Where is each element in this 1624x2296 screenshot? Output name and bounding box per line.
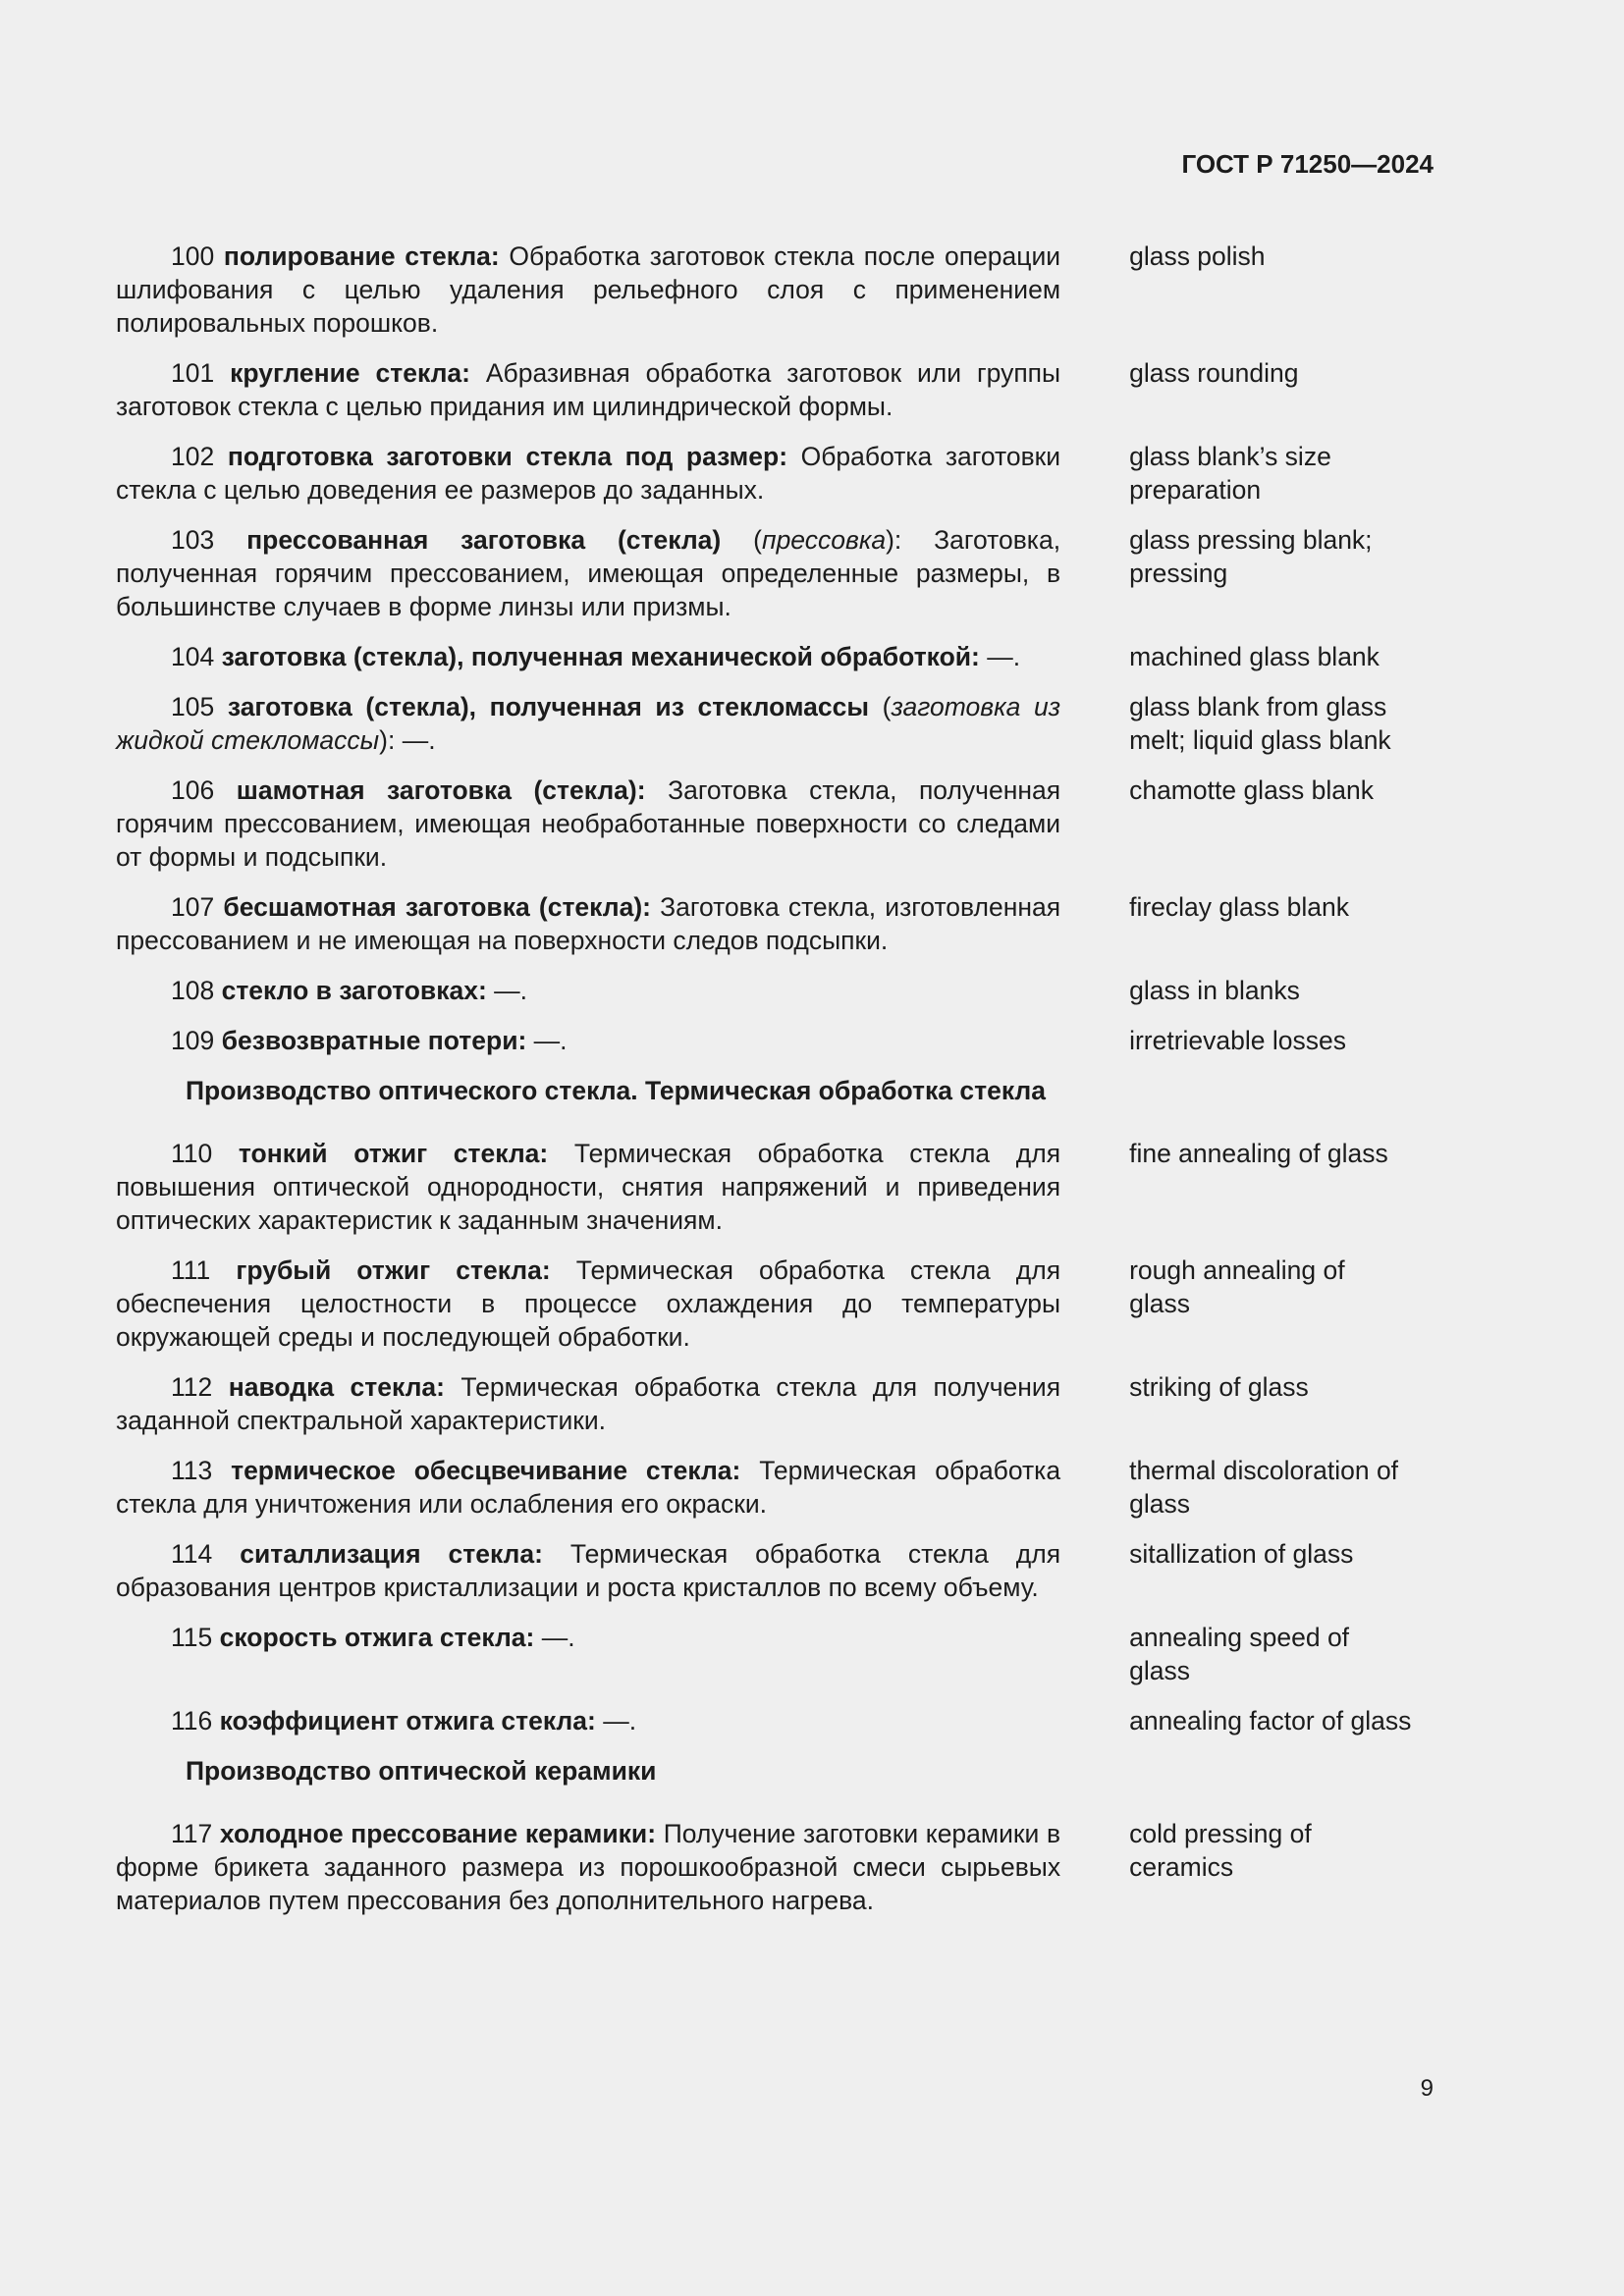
- term-english: irretrievable losses: [1129, 1026, 1346, 1055]
- term-entry-103: [116, 523, 1412, 623]
- term-text: —.: [595, 1706, 637, 1735]
- term-english: annealing speed of glass: [1129, 1623, 1350, 1685]
- term-definition-ru: [116, 690, 1060, 757]
- term-entry-115: [116, 1621, 1412, 1687]
- term-number: 113: [171, 1456, 213, 1485]
- term-title: заготовка (стекла), полученная механической обработкой:: [221, 642, 980, 671]
- term-title: грубый отжиг стекла:: [236, 1255, 551, 1285]
- term-entry-105: [116, 690, 1412, 757]
- term-number: 101: [171, 358, 215, 388]
- term-english: sitallization of glass: [1129, 1539, 1354, 1569]
- term-english: striking of glass: [1129, 1372, 1309, 1402]
- term-entry-117: [116, 1817, 1412, 1917]
- term-number: 100: [171, 241, 215, 271]
- term-number: 115: [171, 1623, 213, 1652]
- term-text: ): —.: [379, 725, 436, 755]
- term-number: 103: [171, 525, 215, 555]
- term-entry-101: [116, 356, 1412, 423]
- term-definition-ru: [116, 890, 1060, 957]
- term-number: 111: [171, 1255, 211, 1285]
- term-text: Обработка заготовки стекла с целью доведения ее размеров до заданных.: [116, 442, 1061, 505]
- term-title: подготовка заготовки стекла под размер:: [227, 442, 788, 471]
- term-title: полирование стекла:: [223, 241, 500, 271]
- term-definition-ru: [116, 974, 1060, 1007]
- term-title: кругление стекла:: [230, 358, 470, 388]
- term-number: 104: [171, 642, 215, 671]
- term-entry-112: [116, 1370, 1412, 1437]
- term-text: Абразивная обработка заготовок или группы заготовок стекла с целью придания им цилиндрической формы.: [116, 358, 1061, 421]
- term-english: thermal discoloration of glass: [1129, 1456, 1399, 1519]
- term-entry-113: [116, 1454, 1412, 1521]
- term-english: chamotte glass blank: [1129, 775, 1375, 805]
- term-number: 109: [171, 1026, 215, 1055]
- term-entry-100: [116, 240, 1412, 340]
- term-definition-ru: [116, 1024, 1060, 1057]
- term-text: —.: [534, 1623, 575, 1652]
- term-number: 107: [171, 892, 215, 922]
- term-english: glass polish: [1129, 241, 1266, 271]
- term-definition-ru: [116, 1254, 1060, 1354]
- term-number: 110: [171, 1139, 213, 1168]
- term-english: rough annealing of glass: [1129, 1255, 1345, 1318]
- term-number: 108: [171, 976, 215, 1005]
- term-text: Заготовка стекла, изготовленная прессованием и не имеющая на поверхности следов подсыпки.: [116, 892, 1061, 955]
- section-heading-optical-ceramics: Производство оптической керамики: [186, 1756, 657, 1786]
- term-entry-104: [116, 640, 1412, 673]
- term-text: Обработка заготовок стекла после операции шлифования с целью удаления рельефного слоя с применением полировальных порошков.: [116, 241, 1061, 338]
- term-number: 106: [171, 775, 215, 805]
- term-english: fireclay glass blank: [1129, 892, 1349, 922]
- term-title: бесшамотная заготовка (стекла):: [223, 892, 651, 922]
- term-definition-ru: [116, 1137, 1060, 1237]
- term-text: —.: [979, 642, 1021, 671]
- term-definition-ru: [116, 523, 1060, 623]
- term-english: annealing factor of glass: [1129, 1706, 1412, 1735]
- term-definition-ru: [116, 1454, 1060, 1521]
- term-text: Термическая обработка стекла для повышения оптической однородности, снятия напряжений и приведения оптических характеристик к заданным значениям.: [116, 1139, 1061, 1235]
- term-entry-110: [116, 1137, 1412, 1237]
- term-text: —.: [526, 1026, 568, 1055]
- page-number: 9: [1420, 2075, 1434, 2102]
- term-title: тонкий отжиг стекла:: [238, 1139, 549, 1168]
- term-title: заготовка (стекла), полученная из стекломассы: [227, 692, 870, 721]
- term-definition-ru: [116, 640, 1060, 673]
- term-english: cold pressing of ceramics: [1129, 1819, 1312, 1882]
- term-english: glass rounding: [1129, 358, 1299, 388]
- term-number: 105: [171, 692, 215, 721]
- term-title: скорость отжига стекла:: [219, 1623, 535, 1652]
- term-definition-ru: [116, 440, 1060, 507]
- term-text: Термическая обработка стекла для образования центров кристаллизации и роста кристаллов по всему объему.: [116, 1539, 1061, 1602]
- term-text: Заготовка стекла, полученная горячим прессованием, имеющая необработанные поверхности со следами от формы и подсыпки.: [116, 775, 1061, 872]
- term-text: —.: [486, 976, 528, 1005]
- term-text: ): Заготовка, полученная горячим прессованием, имеющая определенные размеры, в большинстве случаев в форме линзы или призмы.: [116, 525, 1061, 621]
- term-number: 116: [171, 1706, 213, 1735]
- term-english: glass blank from glass melt; liquid glass blank: [1129, 692, 1391, 755]
- term-english: machined glass blank: [1129, 642, 1380, 671]
- term-synonym: прессовка: [761, 525, 887, 555]
- term-title: прессованная заготовка (стекла): [246, 525, 722, 555]
- term-synonym-open: (: [721, 525, 762, 555]
- terms-content: [116, 240, 1412, 1934]
- term-number: 112: [171, 1372, 213, 1402]
- term-definition-ru: [116, 1621, 1060, 1654]
- term-title: термическое обесцвечивание стекла:: [231, 1456, 741, 1485]
- term-title: холодное прессование керамики:: [219, 1819, 657, 1848]
- term-synonym-open: (: [869, 692, 892, 721]
- term-title: наводка стекла:: [228, 1372, 445, 1402]
- term-definition-ru: [116, 356, 1060, 423]
- term-title: коэффициент отжига стекла:: [219, 1706, 596, 1735]
- term-title: безвозвратные потери:: [221, 1026, 527, 1055]
- term-number: 114: [171, 1539, 213, 1569]
- term-synonym: заготовка из жидкой стекломассы: [116, 692, 1061, 755]
- section-heading-glass-heat-treatment: Производство оптического стекла. Термическая обработка стекла: [186, 1076, 1047, 1105]
- term-english: glass pressing blank; pressing: [1129, 525, 1373, 588]
- term-entry-106: [116, 774, 1412, 874]
- term-text: Термическая обработка стекла для обеспечения целостности в процессе охлаждения до температуры окружающей среды и последующей обработки.: [116, 1255, 1061, 1352]
- document-code: ГОСТ Р 71250—2024: [1181, 149, 1434, 179]
- term-entry-116: [116, 1704, 1412, 1737]
- term-entry-102: [116, 440, 1412, 507]
- term-definition-ru: [116, 774, 1060, 874]
- term-entry-108: [116, 974, 1412, 1007]
- term-title: стекло в заготовках:: [221, 976, 487, 1005]
- term-entry-111: [116, 1254, 1412, 1354]
- term-text: Получение заготовки керамики в форме брикета заданного размера из порошкообразной смеси сырьевых материалов путем прессования без дополнительного нагрева.: [116, 1819, 1061, 1915]
- term-definition-ru: [116, 1370, 1060, 1437]
- term-english: glass blank’s size preparation: [1129, 442, 1331, 505]
- term-number: 102: [171, 442, 215, 471]
- term-definition-ru: [116, 1704, 1060, 1737]
- term-entry-114: [116, 1537, 1412, 1604]
- term-text: Термическая обработка стекла для уничтожения или ослабления его окраски.: [116, 1456, 1061, 1519]
- term-text: Термическая обработка стекла для получения заданной спектральной характеристики.: [116, 1372, 1061, 1435]
- term-title: шамотная заготовка (стекла):: [236, 775, 646, 805]
- term-definition-ru: [116, 1817, 1060, 1917]
- term-entry-107: [116, 890, 1412, 957]
- term-title: ситаллизация стекла:: [240, 1539, 543, 1569]
- term-english: glass in blanks: [1129, 976, 1300, 1005]
- term-definition-ru: [116, 1537, 1060, 1604]
- term-definition-ru: [116, 240, 1060, 340]
- term-number: 117: [171, 1819, 213, 1848]
- term-english: fine annealing of glass: [1129, 1139, 1388, 1168]
- term-entry-109: [116, 1024, 1412, 1057]
